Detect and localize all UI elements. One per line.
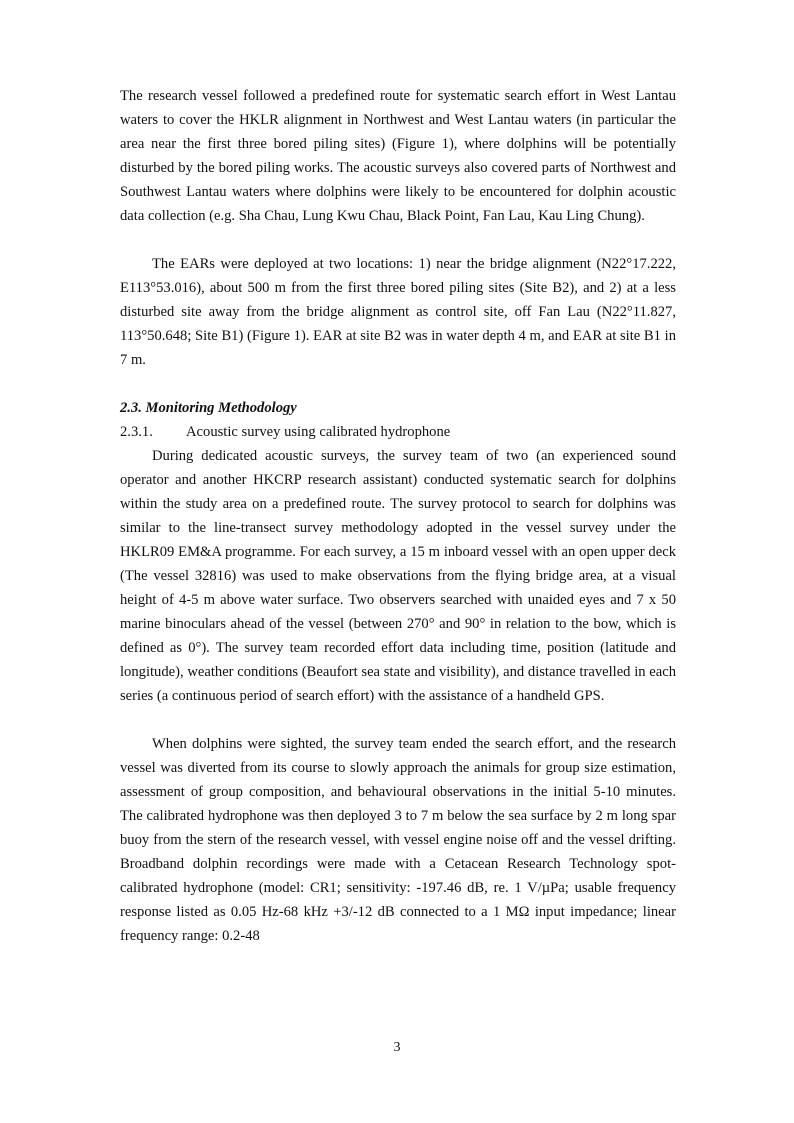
paragraph-gap: [120, 372, 676, 396]
page-number: 3: [393, 1040, 401, 1055]
subsection-title: Acoustic survey using calibrated hydrophone: [186, 424, 451, 440]
paragraph-route: The research vessel followed a predefined route for systematic search effort in West Lantau waters to cover the HKLR alignment in Northwest and West Lantau waters (in particular the area near the first three bored piling sites) (Figure 1), where dolphins will be potentially disturbed by the bored piling works. The acoustic surveys also covered parts of Northwest and Southwest Lantau waters where dolphins were likely to be encountered for dolphin acoustic data collection (e.g. Sha Chau, Lung Kwu Chau, Black Point, Fan Lau, Kau Ling Chung).: [120, 88, 676, 224]
section-heading: 2.3. Monitoring Methodology: [120, 400, 297, 416]
page-content: [120, 84, 676, 948]
paragraph-dolphin-sighting: When dolphins were sighted, the survey team ended the search effort, and the research vessel was diverted from its course to slowly approach the animals for group size estimation, assessment of group composition, and behavioural observations in the initial 5-10 minutes. The calibrated hydrophone was then deployed 3 to 7 m below the sea surface by 2 m long spar buoy from the stern of the research vessel, with vessel engine noise off and the vessel drifting. Broadband dolphin recordings were made with a Cetacean Research Technology spot-calibrated hydrophone (model: CR1; sensitivity: -197.46 dB, re. 1 V/µPa; usable frequency response listed as 0.05 Hz-68 kHz +3/-12 dB connected to a 1 MΩ input impedance; linear frequency range: 0.2-48: [120, 736, 676, 944]
subsection-number: 2.3.1.: [120, 424, 153, 440]
paragraph-survey-protocol: During dedicated acoustic surveys, the survey team of two (an experienced sound operator and another HKCRP research assistant) conducted systematic search for dolphins within the study area on a predefined route. The survey protocol to search for dolphins was similar to the line-transect survey methodology adopted in the vessel survey under the HKLR09 EM&A programme. For each survey, a 15 m inboard vessel with an open upper deck (The vessel 32816) was used to make observations from the flying bridge area, at a visual height of 4-5 m above water surface. Two observers searched with unaided eyes and 7 x 50 marine binoculars ahead of the vessel (between 270° and 90° in relation to the bow, which is defined as 0°). The survey team recorded effort data including time, position (latitude and longitude), weather conditions (Beaufort sea state and visibility), and distance travelled in each series (a continuous period of search effort) with the assistance of a handheld GPS.: [120, 448, 676, 704]
subsection-heading: [120, 420, 676, 444]
paragraph-gap: [120, 228, 676, 252]
paragraph-ear-deployment: The EARs were deployed at two locations: 1) near the bridge alignment (N22°17.222, E113°53.016), about 500 m from the first three bored piling sites (Site B2), and 2) at a less disturbed site away from the bridge alignment as control site, off Fan Lau (N22°11.827, 113°50.648; Site B1) (Figure 1). EAR at site B2 was in water depth 4 m, and EAR at site B1 in 7 m.: [120, 256, 676, 368]
paragraph-gap: [120, 708, 676, 732]
